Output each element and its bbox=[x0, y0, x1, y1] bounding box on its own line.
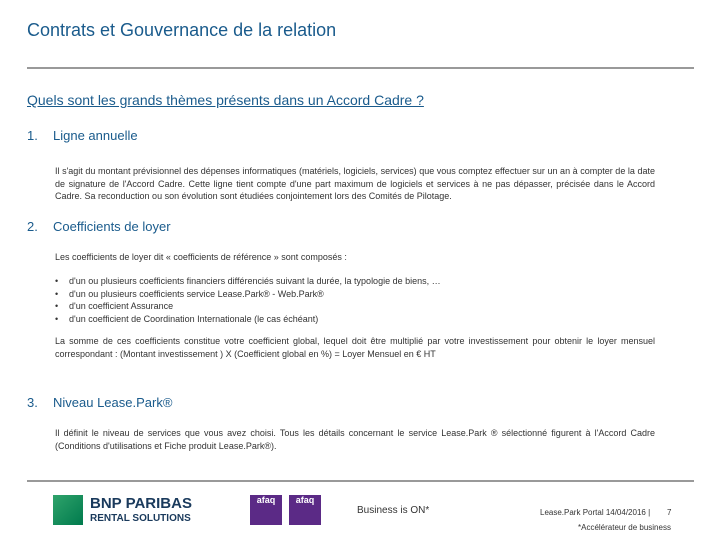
bnp-logo-icon bbox=[53, 495, 83, 525]
portal-date: Lease.Park Portal 14/04/2016 | bbox=[540, 508, 651, 517]
section-2-intro: Les coefficients de loyer dit « coefficients de référence » sont composés : bbox=[55, 252, 347, 262]
question-heading: Quels sont les grands thèmes présents dans un Accord Cadre ? bbox=[27, 92, 424, 108]
page-number: 7 bbox=[667, 508, 672, 517]
section-3-heading bbox=[27, 395, 172, 410]
afaq-badge-icon: afaq bbox=[289, 495, 321, 525]
section-title: Coefficients de loyer bbox=[53, 219, 171, 234]
section-title: Ligne annuelle bbox=[53, 128, 138, 143]
section-1-text: Il s'agit du montant prévisionnel des dépenses informatiques (matériels, logiciels, services) que vous comptez effectuer sur un an à compter de la date de signature de l'Accord Cadre. Cette ligne tient compte d'une part maximum de logiciels et services à ne pas dépasser, précisée dans le Accord Cadre. Sa reconduction ou son évolution sont étudiées conjointement lors des Comités de Pilotage. bbox=[55, 166, 655, 201]
section-number: 3. bbox=[27, 395, 38, 410]
title-divider bbox=[27, 67, 694, 69]
slogan: Business is ON* bbox=[357, 505, 430, 516]
list-item: • d'un coefficient de Coordination Internationale (le cas échéant) bbox=[55, 313, 655, 326]
list-item: • d'un ou plusieurs coefficients financiers différenciés suivant la durée, la typologie de biens, … bbox=[55, 275, 655, 288]
section-2-text: La somme de ces coefficients constitue votre coefficient global, lequel doit être multiplié par votre investissement pour obtenir le loyer mensuel correspondant : (Montant investissement ) X (Coefficient global en %) = Loyer Mensuel en € HT bbox=[55, 336, 655, 359]
bnp-logo-text: BNP PARIBAS RENTAL SOLUTIONS bbox=[90, 495, 192, 524]
page-title: Contrats et Gouvernance de la relation bbox=[27, 20, 337, 40]
footnote: *Accélérateur de business bbox=[578, 523, 671, 532]
coefficient-list bbox=[55, 275, 655, 325]
list-item: • d'un coefficient Assurance bbox=[55, 300, 655, 313]
footer-divider bbox=[27, 480, 694, 482]
section-number: 2. bbox=[27, 219, 38, 234]
section-number: 1. bbox=[27, 128, 38, 143]
list-item: • d'un ou plusieurs coefficients service Lease.Park® - Web.Park® bbox=[55, 288, 655, 301]
section-title: Niveau Lease.Park® bbox=[53, 395, 173, 410]
afaq-badge-icon: afaq bbox=[250, 495, 282, 525]
section-1-heading bbox=[27, 128, 138, 143]
section-3-text: Il définit le niveau de services que vous avez choisi. Tous les détails concernant le service Lease.Park ® sélectionné figurent à l'Accord Cadre (Conditions d'utilisations et Fiche produit Lease.Park®). bbox=[55, 428, 655, 451]
section-2-heading bbox=[27, 219, 171, 234]
